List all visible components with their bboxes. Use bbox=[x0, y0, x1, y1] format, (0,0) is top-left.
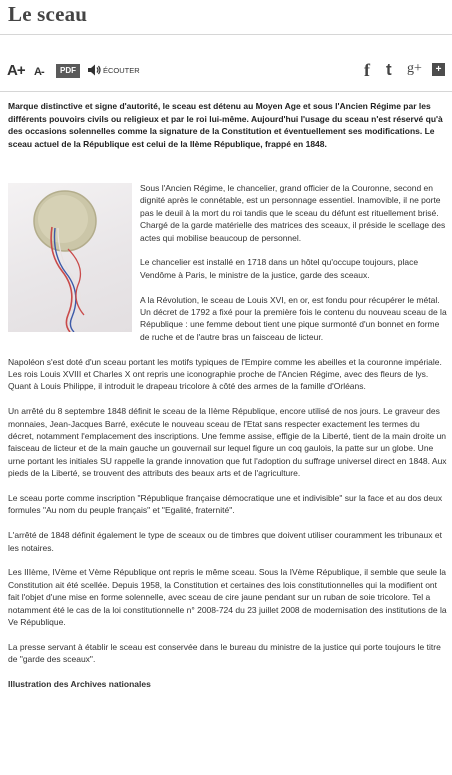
google-plus-icon[interactable]: g+ bbox=[407, 61, 422, 76]
title-divider bbox=[0, 34, 452, 35]
article-paragraph: Un arrêté du 8 septembre 1848 définit le sceau de la IIème République, encore utilisé de nos jours. Le graveur des monnaies, Jean-Jacques Barré, exécute le nouveau sceau de l'Etat sans respecter exactement les termes du décret, notamment l'emplacement des inscriptions. Une femme assise, effigie de la Liberté, tient de la main droite un faisceau de licteur et de la main gauche un gouvernail sur lequel figure un coq gaulois, la patte sur un globe. Une urne portant les initiales SU rappelle la grande innovation que fut l'adoption du suffrage universel direct en 1848. Aux pieds de la Liberté, se trouvent des attributs des beaux arts et de l'agriculture. bbox=[8, 406, 447, 479]
article-lead: Marque distinctive et signe d'autorité, le sceau est détenu au Moyen Age et sous l'Ancien Régime par les différents pouvoirs civils ou religieux et par le roi lui-même. Aujourd'hui l'usage du sceau n'est réservé qu'à des occasions solennelles comme la signature de la Constitution et éventuellement ses modifications. Le sceau actuel de la République est celui de la IIème République, frappé en 1848. bbox=[8, 101, 443, 149]
seal-image bbox=[8, 183, 132, 332]
article-paragraph: L'arrêté de 1848 définit également le type de sceaux ou de timbres que doivent utiliser couramment les tribunaux et les notaires. bbox=[8, 530, 442, 553]
pdf-button[interactable]: PDF bbox=[56, 64, 80, 78]
page-title: Le sceau bbox=[8, 2, 88, 26]
font-decrease-icon[interactable]: A- bbox=[34, 66, 44, 78]
article-paragraph: Le chancelier est installé en 1718 dans un hôtel qu'occupe toujours, place Vendôme à Paris, le ministre de la justice, garde des sceaux. bbox=[140, 257, 419, 280]
article-body bbox=[8, 182, 448, 691]
toolbar-divider bbox=[0, 91, 452, 92]
image-credit: Illustration des Archives nationales bbox=[8, 679, 151, 690]
speaker-icon[interactable] bbox=[86, 62, 102, 78]
facebook-icon[interactable]: f bbox=[364, 60, 370, 80]
article-paragraph: Napoléon s'est doté d'un sceau portant les motifs typiques de l'Empire comme les abeilles et la couronne impériale. Les rois Louis XVIII et Charles X ont repris une iconographie proche de l'Ancien Régime, avec des fleurs de lys. Quant à Louis Philippe, il introduit le drapeau tricolore à côté des armes de la famille d'Orléans. bbox=[8, 356, 442, 392]
plus-icon[interactable]: + bbox=[432, 63, 445, 76]
article-paragraph: Les IIIème, IVème et Vème République ont repris le même sceau. Sous la IVème République, il semble que seule la Constitution ait été scellée. Depuis 1958, la Constitution et certaines des lois constitutionnelles qui la modifient ont fait l'objet d'une mise en forme solennelle, avec sceau de cire jaune pendant sur un ruban de soie tricolore. Tel a notamment été le cas de la loi constitutionnelle n° 2008-724 du 23 juillet 2008 de modernisation des institutions de la Ve République. bbox=[8, 567, 447, 628]
listen-button-label[interactable]: ÉCOUTER bbox=[103, 66, 140, 75]
article-paragraph: La presse servant à établir le sceau est conservée dans le bureau du ministre de la justice qui porte toujours le titre de "garde des sceaux". bbox=[8, 641, 441, 665]
article-paragraph: Sous l'Ancien Régime, le chancelier, grand officier de la Couronne, second en dignité après le connétable, est un personnage essentiel. Inamovible, il ne porte pas le deuil à la mort du roi tandis que le sceau du défunt est rituellement brisé. Chargé de la garde matérielle des matrices des sceaux, il préside le scellage des actes qui mobilise beaucoup de personnel. bbox=[140, 183, 446, 243]
twitter-icon[interactable]: t bbox=[386, 60, 392, 79]
article-paragraph: A la Révolution, le sceau de Louis XVI, en or, est fondu pour récupérer le métal. Un décret de 1792 a fixé pour la première fois le contenu du nouveau sceau de la République : une femme debout tient une pique surmonté d'un bonnet en forme de ruche et de l'autre bras un faisceau de licteur. bbox=[140, 294, 447, 342]
article-paragraph: Le sceau porte comme inscription "République française démocratique une et indivisible" sur la face et au dos deux formules "Au nom du peuple français" et "Egalité, fraternité". bbox=[8, 493, 443, 516]
article-toolbar bbox=[0, 36, 452, 94]
font-increase-icon[interactable]: A+ bbox=[7, 62, 25, 79]
